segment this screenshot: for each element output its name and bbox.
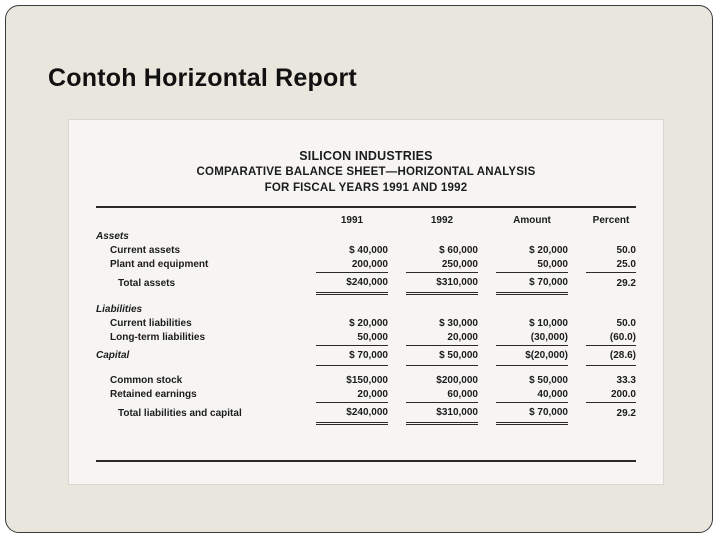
cell-percent: 50.0 [616,245,636,256]
cell-1991: 50,000 [316,331,388,346]
section-capital: Capital [96,350,130,361]
table-row [96,317,636,331]
company-name: SILICON INDUSTRIES [299,149,433,163]
row-label: Common stock [110,375,183,386]
section-row [96,230,636,244]
table-row [96,374,636,388]
cell-amount: $ 20,000 [529,245,568,256]
col-1991-header: 1991 [340,214,364,226]
cell-1991: 20,000 [316,388,388,403]
cell-1992: $ 60,000 [439,245,478,256]
cell-1992: 250,000 [406,258,478,273]
row-label: Long-term liabilities [110,332,206,344]
cell-1991: $150,000 [346,375,388,386]
section-assets: Assets [96,231,129,242]
cell-percent: 33.3 [616,375,636,386]
column-header-row [96,211,636,230]
cell-1992: $ 30,000 [439,318,478,329]
cell-1991: 200,000 [316,258,388,273]
cell-amount: $ 70,000 [496,273,568,294]
cell-1991: $240,000 [316,403,388,424]
cell-1991: $ 20,000 [349,318,388,329]
statement-period: FOR FISCAL YEARS 1991 AND 1992 [264,182,468,194]
bottom-rule [96,460,636,462]
row-label: Retained earnings [110,389,197,401]
cell-percent: 29.2 [616,407,636,419]
cell-1992: $ 50,000 [406,346,478,366]
statement-title: COMPARATIVE BALANCE SHEET—HORIZONTAL ANALYSIS [196,166,536,178]
cell-1992: $310,000 [406,403,478,424]
table-row [96,388,636,403]
row-label: Total assets [118,277,176,289]
row-label: Current liabilities [110,318,192,329]
table-row [96,258,636,273]
col-1992-header: 1992 [430,214,454,226]
cell-1992: 60,000 [406,388,478,403]
cell-percent: (28.6) [586,346,636,366]
cell-1992: $200,000 [436,375,478,386]
scanned-report-image [68,119,664,485]
cell-percent: 29.2 [616,277,636,289]
table-row [96,331,636,346]
table-row [96,403,636,424]
cell-1992: 20,000 [406,331,478,346]
slide-title: Contoh Horizontal Report [48,64,357,92]
cell-1992: $310,000 [406,273,478,294]
table-row [96,346,636,366]
col-percent-header: Percent [592,214,630,226]
cell-1991: $ 40,000 [349,245,388,256]
balance-sheet-table [96,211,636,425]
cell-amount: $ 70,000 [496,403,568,424]
cell-amount: $ 50,000 [529,375,568,386]
cell-percent: 25.0 [586,258,636,273]
cell-1991: $240,000 [316,273,388,294]
cell-amount: 50,000 [496,258,568,273]
table-row [96,244,636,258]
cell-1991: $ 70,000 [316,346,388,366]
top-rule [96,206,636,208]
section-liabilities: Liabilities [96,304,143,315]
table-row [96,273,636,294]
cell-percent: 50.0 [616,318,636,329]
col-amount-header: Amount [513,214,551,226]
row-label: Total liabilities and capital [118,407,242,419]
cell-amount: $ 10,000 [529,318,568,329]
row-label: Plant and equipment [110,259,209,271]
cell-amount: 40,000 [496,388,568,403]
slide [5,5,713,533]
cell-amount: (30,000) [496,331,568,346]
cell-percent: 200.0 [586,388,636,403]
cell-amount: $(20,000) [496,346,568,366]
section-row [96,303,636,317]
cell-percent: (60.0) [586,331,636,346]
row-label: Current assets [110,245,181,256]
